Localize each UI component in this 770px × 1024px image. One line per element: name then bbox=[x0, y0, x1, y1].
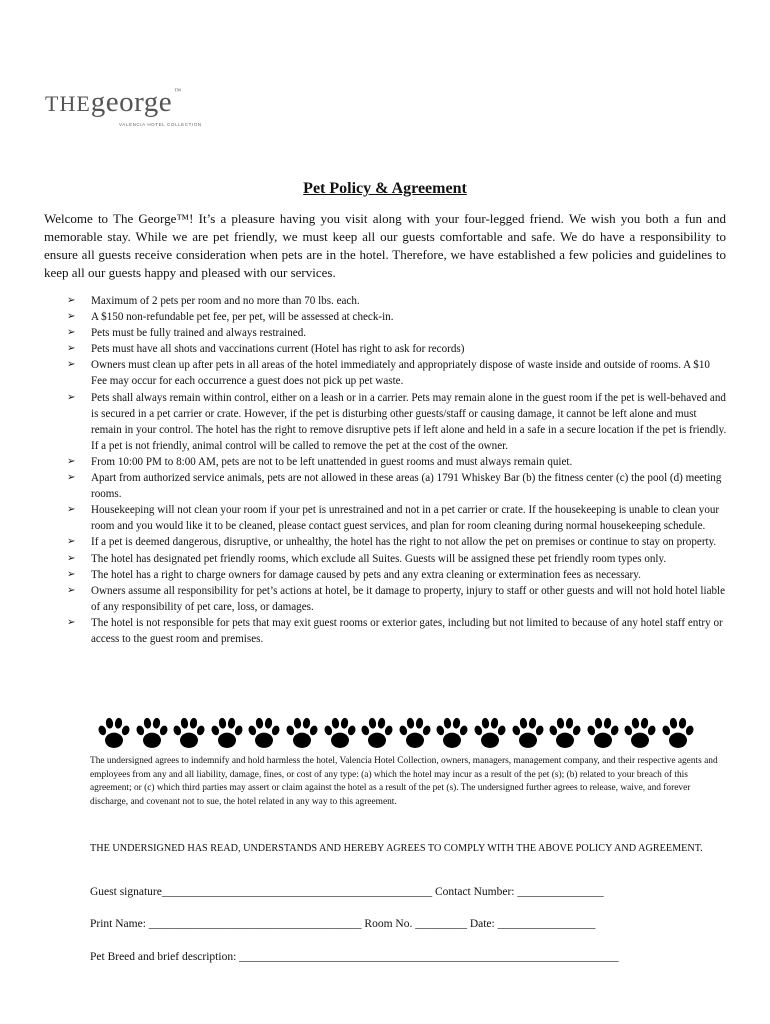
arrow-bullet-icon: ➢ bbox=[67, 343, 76, 355]
paw-print-icon bbox=[660, 715, 696, 753]
paw-print-divider bbox=[96, 712, 696, 756]
logo-george: george bbox=[90, 86, 173, 118]
paw-print-icon bbox=[322, 715, 358, 753]
logo-trademark: ™ bbox=[174, 87, 182, 95]
policy-item bbox=[67, 583, 727, 615]
page-title: Pet Policy & Agreement bbox=[303, 180, 467, 197]
arrow-bullet-icon: ➢ bbox=[67, 327, 76, 339]
arrow-bullet-icon: ➢ bbox=[67, 552, 76, 564]
logo-subtitle: VALENCIA HOTEL COLLECTION bbox=[119, 122, 202, 127]
policy-item bbox=[67, 470, 727, 502]
policy-item-text: The hotel is not responsible for pets that may exit guest rooms or exterior gates, including but not limited to because of any hotel staff entry or access to the guest room and premises. bbox=[91, 616, 723, 645]
arrow-bullet-icon: ➢ bbox=[67, 359, 76, 371]
policy-item-text: A $150 non-refundable pet fee, per pet, will be assessed at check-in. bbox=[91, 311, 394, 324]
policy-item-text: From 10:00 PM to 8:00 AM, pets are not to be left unattended in guest rooms and must always remain quiet. bbox=[91, 455, 573, 468]
paw-print-icon bbox=[134, 715, 170, 753]
policy-list bbox=[67, 293, 727, 647]
policy-item-text: Apart from authorized service animals, pets are not allowed in these areas (a) 1791 Whiskey Bar (b) the fitness center (c) the pool (d) meeting rooms. bbox=[91, 472, 722, 501]
paw-print-icon bbox=[547, 715, 583, 753]
arrow-bullet-icon: ➢ bbox=[67, 536, 76, 548]
arrow-bullet-icon: ➢ bbox=[67, 504, 76, 516]
paw-print-icon bbox=[171, 715, 207, 753]
policy-item-text: Owners must clean up after pets in all areas of the hotel immediately and appropriately dispose of waste inside and outside of rooms. A $10 Fee may occur for each occurrence a guest does not pick up pet waste. bbox=[91, 359, 710, 388]
arrow-bullet-icon: ➢ bbox=[67, 391, 76, 403]
policy-item bbox=[67, 357, 727, 389]
arrow-bullet-icon: ➢ bbox=[67, 616, 76, 628]
arrow-bullet-icon: ➢ bbox=[67, 311, 76, 323]
name-room-date-line[interactable]: Print Name: _____________________________________ Room No. _________ Date: _________________ bbox=[90, 918, 596, 930]
logo-the: THE bbox=[45, 91, 91, 116]
paw-print-icon bbox=[585, 715, 621, 753]
paw-print-icon bbox=[472, 715, 508, 753]
policy-item bbox=[67, 551, 727, 567]
arrow-bullet-icon: ➢ bbox=[67, 472, 76, 484]
paw-print-icon bbox=[96, 715, 132, 753]
paw-print-icon bbox=[359, 715, 395, 753]
policy-item-text: Pets must have all shots and vaccinations current (Hotel has right to ask for records) bbox=[91, 343, 465, 356]
policy-item bbox=[67, 454, 727, 470]
policy-item-text: If a pet is deemed dangerous, disruptive, or unhealthy, the hotel has the right to not allow the pet on premises or continue to stay on property. bbox=[91, 536, 717, 549]
arrow-bullet-icon: ➢ bbox=[67, 584, 76, 596]
paw-print-icon bbox=[209, 715, 245, 753]
paw-print-icon bbox=[510, 715, 546, 753]
policy-item-text: Pets must be fully trained and always restrained. bbox=[91, 327, 307, 340]
arrow-bullet-icon: ➢ bbox=[67, 455, 76, 467]
logo-wordmark bbox=[45, 88, 225, 117]
paw-print-icon bbox=[246, 715, 282, 753]
paw-print-icon bbox=[622, 715, 658, 753]
policy-item-text: Owners assume all responsibility for pet’s actions at hotel, be it damage to property, injury to staff or other guests and will not hold hotel liable of any responsibility of pet care, loss, or damages. bbox=[91, 584, 726, 613]
paw-print-icon bbox=[434, 715, 470, 753]
arrow-bullet-icon: ➢ bbox=[67, 568, 76, 580]
policy-item bbox=[67, 390, 727, 454]
policy-item bbox=[67, 293, 727, 309]
signature-contact-line[interactable]: Guest signature_______________________________________________ Contact Number: _______________ bbox=[90, 886, 604, 898]
intro-paragraph: Welcome to The George™! It’s a pleasure having you visit along with your four-legged friend. We wish you both a fun and memorable stay. While we are pet friendly, we must keep all our guests comfortable and safe. We do have a responsibility to ensure all guests receive consideration when pets are in the hotel. Therefore, we have established a few policies and guidelines to keep all our guests happy and pleased with our services. bbox=[44, 211, 726, 280]
arrow-bullet-icon: ➢ bbox=[67, 295, 76, 306]
policy-item bbox=[67, 534, 727, 550]
policy-item-text: Pets shall always remain within control, either on a leash or in a carrier. Pets may remain alone in the guest room if the pet is well-behaved and is secured in a pet carrier or crate. However, if the pet is disturbing other guests/staff or causing damage, it cannot be left alone and must remain in your control. The hotel has the right to remove disruptive pets if left alone and held in a safe in a secure location if the pet is friendly. If a pet is not friendly, animal control will be called to remove the pet at the cost of the owner. bbox=[91, 391, 727, 452]
policy-item-text: The hotel has a right to charge owners for damage caused by pets and any extra cleaning or extermination fees as necessary. bbox=[91, 568, 641, 581]
hotel-logo bbox=[45, 88, 225, 132]
policy-item bbox=[67, 309, 727, 325]
policy-item-text: The hotel has designated pet friendly rooms, which exclude all Suites. Guests will be assigned these pet friendly room types only. bbox=[91, 552, 667, 565]
policy-item bbox=[67, 341, 727, 357]
policy-item bbox=[67, 325, 727, 341]
acknowledgement-statement: THE UNDERSIGNED HAS READ, UNDERSTANDS AND HEREBY AGREES TO COMPLY WITH THE ABOVE POLICY AND AGREEMENT. bbox=[90, 843, 703, 854]
policy-item bbox=[67, 502, 727, 534]
policy-item-text: Housekeeping will not clean your room if your pet is unrestrained and not in a pet carrier or crate. If the housekeeping is unable to clean your room and you would like it to be cleaned, please contact guest services, and plan for room cleaning during normal housekeeping schedule. bbox=[91, 504, 720, 533]
paw-print-icon bbox=[284, 715, 320, 753]
paw-print-icon bbox=[397, 715, 433, 753]
policy-item-text: Maximum of 2 pets per room and no more than 70 lbs. each. bbox=[91, 295, 360, 307]
policy-item bbox=[67, 615, 727, 647]
policy-item bbox=[67, 567, 727, 583]
pet-description-line[interactable]: Pet Breed and brief description: __________________________________________________________________ bbox=[90, 951, 619, 963]
indemnity-paragraph: The undersigned agrees to indemnify and hold harmless the hotel, Valencia Hotel Collection, owners, managers, management company, and their respective agents and employees from any and all liability, damage, fines, or cost of any type: (a) which the hotel may incur as a result of the pet (s); (b) related to your breach of this agreement; or (c) which third parties may assert or claim against the hotel as a result of the pet (s). The undersigned further agrees to release, waive, and forever discharge, and covenant not to sue, the hotel related in any way to this agreement. bbox=[90, 756, 718, 807]
